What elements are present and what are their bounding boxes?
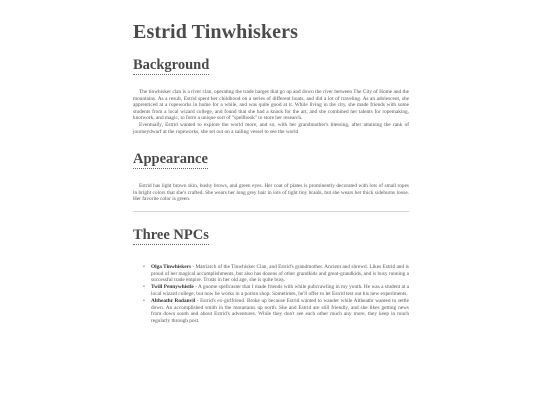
appearance-heading: Appearance [133,151,208,168]
npcs-section [133,226,409,325]
appearance-body [133,183,409,203]
npc-description: - Estrid's ex-girlfriend. Broke up because Estrid wanted to wander while Altheathr wanted to settle down. An accomplished smith in the mountains up north. She and Estrid are still friendly, and she likes getting news from down south and about Estrid's adventures. While they don't see each other much any more, they keep in touch regularly through post. [151,298,409,324]
npc-name: Twill Pennywhistle [151,284,194,291]
npc-name: Olga Tinwhiskers [151,263,192,270]
npc-name: Altheathr Rodanvil [151,298,196,305]
npcs-heading: Three NPCs [133,226,209,243]
document-title: Estrid Tinwhiskers [133,21,299,43]
background-paragraph-2: Eventually, Estrid wanted to explore the world more, and so, with her grandmother's blessing, after attaining the rank of journeydwarf at the ropeworks, she set out on a sailing vessel to see the world [133,121,409,135]
bullet-icon: • [143,298,145,305]
appearance-paragraph: Estrid has light brown skin, bushy brows, and green eyes. Her coat of plates is prominently decorated with lots of small ropes in bright colors that she's crafted. She wears her long grey hair in lots of tight tiny braids, but she wears her thick sideburns loose. Her favorite color is green. [133,183,409,203]
section-divider [133,211,409,212]
background-heading: Background [133,57,210,73]
background-body [133,89,409,135]
bullet-icon: • [143,263,145,270]
bullet-icon: • [143,284,145,291]
npc-description: - Matriarch of the Tinwhisker Clan, and Estrid's grandmother. Ancient and shrewd. Likes Estrid and is proud of her magical accomplishments, but also has dozens of other grandkids and great-grandkids, and is busy running a successful trade empire. Trusts in her old age, she is quite busy. [151,263,409,284]
background-paragraph-1: The tinwhisker clan is a river clan, operating the trade barges that go up and down the river between The City of Home and the mountains. As a result, Estrid spent her childhood on a series of different boats, and did a lot of traveling. As an adolescent, she apprenticed at a ropeworks in home for a while, and was quite good at it. While living in the city, she made friends with some students from a local wizard college, and found that she had a knack for the art, and she combined her talents for ropemaking, knotwork, and magic, to form a unique sort of "spellbook" to store her research. [133,89,409,122]
appearance-section [133,150,409,212]
npc-list [133,264,409,325]
npc-item-olga [133,264,409,284]
npc-description: - A gnome spellcaster that I made friends with while pubcrawling in my youth. He was a student at a local wizard college, but now he works in a potion shop. Sometimes, he'll offer to let Estrid test out his new experiments. [151,284,409,297]
npc-item-twill [133,284,409,297]
background-section [133,56,409,135]
npc-item-altheathr [133,298,409,324]
